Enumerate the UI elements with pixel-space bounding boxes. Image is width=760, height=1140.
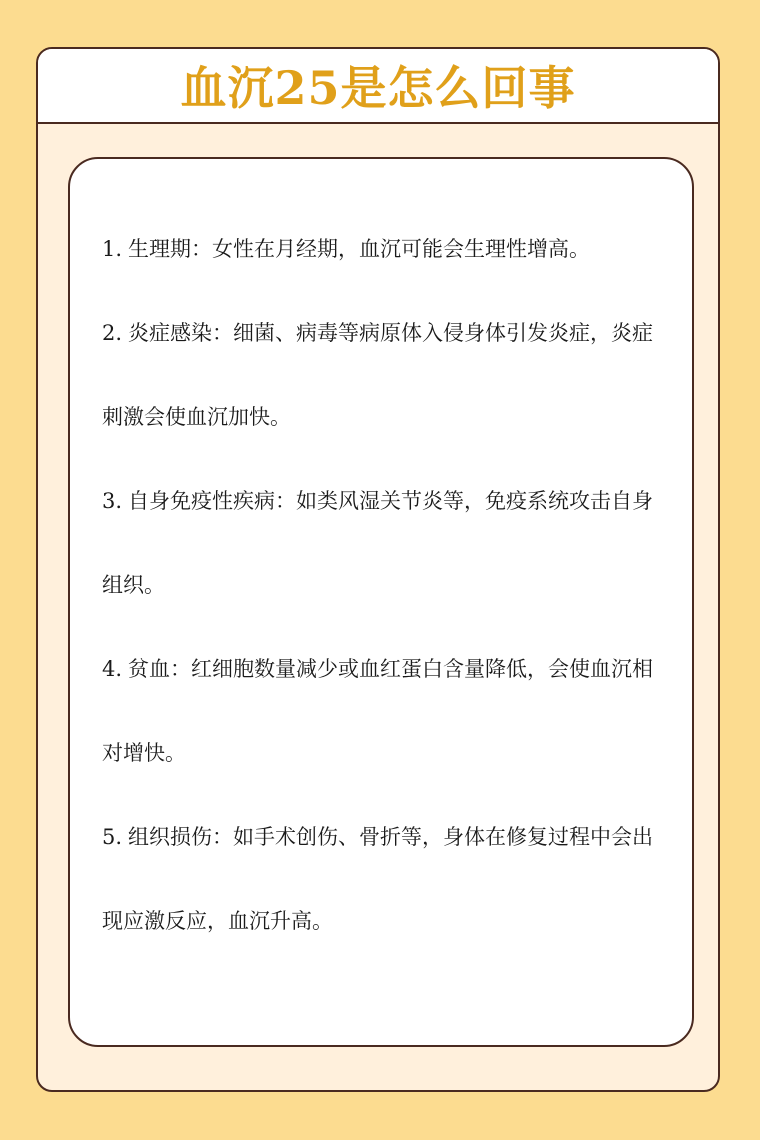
list-item bbox=[102, 207, 668, 291]
item-number: 1. bbox=[102, 237, 123, 261]
item-text: 炎症感染：细菌、病毒等病原体入侵身体引发炎症，炎症刺激会使血沉加快。 bbox=[102, 321, 654, 429]
item-number: 5. bbox=[102, 825, 123, 849]
item-number: 2. bbox=[102, 321, 123, 345]
item-text: 生理期：女性在月经期，血沉可能会生理性增高。 bbox=[128, 237, 591, 261]
list-item bbox=[102, 459, 668, 627]
item-number: 3. bbox=[102, 489, 123, 513]
item-text: 贫血：红细胞数量减少或血红蛋白含量降低，会使血沉相对增快。 bbox=[102, 657, 654, 765]
item-text: 自身免疫性疾病：如类风湿关节炎等，免疫系统攻击自身组织。 bbox=[102, 489, 654, 597]
list-item bbox=[102, 291, 668, 459]
cause-list bbox=[102, 207, 668, 963]
page-title: 血沉25是怎么回事 bbox=[180, 60, 576, 115]
list-item bbox=[102, 627, 668, 795]
content-panel bbox=[68, 157, 694, 1047]
article-card bbox=[36, 47, 720, 1092]
item-number: 4. bbox=[102, 657, 123, 681]
list-item bbox=[102, 795, 668, 963]
item-text: 组织损伤：如手术创伤、骨折等，身体在修复过程中会出现应激反应，血沉升高。 bbox=[102, 825, 654, 933]
title-header bbox=[38, 49, 718, 124]
